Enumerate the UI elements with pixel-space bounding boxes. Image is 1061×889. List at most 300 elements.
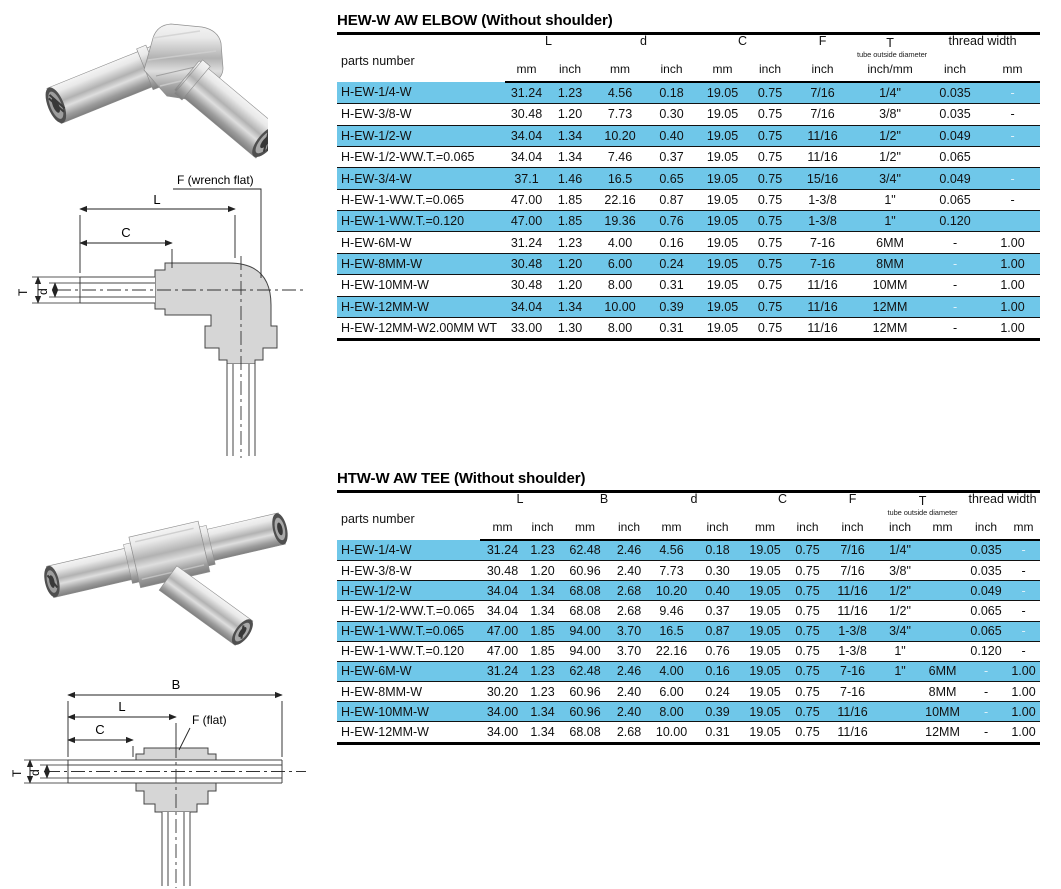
elbow-dim-F: F (wrench flat) bbox=[177, 173, 254, 187]
value-cell: 0.75 bbox=[790, 702, 825, 722]
value-cell: - bbox=[965, 682, 1007, 702]
value-cell: 0.18 bbox=[695, 540, 740, 561]
value-cell: 1-3/8 bbox=[825, 621, 880, 641]
part-number-cell: H-EW-1-WW.T.=0.120 bbox=[337, 211, 505, 232]
value-cell: 0.31 bbox=[705, 725, 730, 740]
value-cell: 0.65 bbox=[648, 168, 695, 189]
tee-dim-d: d bbox=[28, 769, 42, 776]
value-cell: 12MM bbox=[925, 725, 960, 740]
value-cell: 7-16 bbox=[825, 682, 880, 702]
value-cell: 62.48 bbox=[560, 661, 610, 681]
part-number-cell: H-EW-6M-W bbox=[337, 661, 480, 681]
value-cell: 7/16 bbox=[825, 540, 880, 561]
value-cell: 0.30 bbox=[648, 104, 695, 125]
value-cell: 1.20 bbox=[548, 104, 592, 125]
value-cell: - bbox=[1007, 581, 1040, 601]
value-cell: 11/16 bbox=[825, 702, 880, 722]
value-cell: 10MM bbox=[920, 702, 965, 722]
value-cell: 1.00 bbox=[1007, 661, 1040, 681]
unit-cell: mm bbox=[920, 520, 965, 540]
tee-dim-B: B bbox=[171, 677, 181, 692]
value-cell: 30.20 bbox=[480, 682, 525, 702]
value-cell: - bbox=[925, 232, 985, 253]
value-cell: 0.035 bbox=[965, 540, 1007, 561]
tee-photo bbox=[42, 482, 300, 660]
value-cell: 11/16 bbox=[837, 725, 868, 740]
part-number-cell: H-EW-1-WW.T.=0.065 bbox=[337, 621, 480, 641]
value-cell: - bbox=[1007, 540, 1040, 561]
header-row bbox=[337, 34, 1040, 62]
value-cell: 19.05 bbox=[695, 82, 750, 104]
value-cell: 1-3/8 bbox=[790, 189, 855, 210]
elbow-drawing bbox=[5, 168, 323, 458]
col-d: d bbox=[640, 34, 647, 48]
table-row bbox=[337, 682, 1040, 702]
value-cell: 0.035 bbox=[925, 104, 985, 125]
part-number-cell: H-EW-1/2-W bbox=[337, 581, 480, 601]
header-row bbox=[337, 492, 1040, 520]
part-number-cell: H-EW-8MM-W bbox=[337, 253, 505, 274]
value-cell: 2.68 bbox=[610, 601, 648, 621]
unit-cell: inch bbox=[880, 520, 920, 540]
value-cell: 19.05 bbox=[740, 540, 790, 561]
value-cell: 3/4" bbox=[855, 168, 925, 189]
tee-dim-C: C bbox=[95, 722, 105, 737]
value-cell: - bbox=[1007, 560, 1040, 580]
col-T bbox=[855, 34, 928, 62]
part-number-cell: H-EW-1/2-WW.T.=0.065 bbox=[337, 601, 480, 621]
value-cell: 0.24 bbox=[695, 682, 740, 702]
value-cell: 3/4" bbox=[880, 621, 920, 641]
value-cell: 0.75 bbox=[795, 725, 820, 740]
value-cell: 1.00 bbox=[985, 253, 1040, 274]
value-cell: 11/16 bbox=[790, 146, 855, 167]
part-number-cell: H-EW-1/2-W bbox=[337, 125, 505, 146]
value-cell: 19.05 bbox=[740, 581, 790, 601]
col-thread-width: thread width bbox=[948, 34, 1017, 48]
col-parts-number: parts number bbox=[341, 54, 415, 68]
elbow-table-title: HEW-W AW ELBOW (Without shoulder) bbox=[337, 12, 613, 29]
value-cell: 2.40 bbox=[610, 560, 648, 580]
value-cell: 1" bbox=[855, 211, 925, 232]
value-cell: 47.00 bbox=[505, 189, 548, 210]
value-cell: 19.05 bbox=[740, 702, 790, 722]
value-cell: 0.065 bbox=[925, 146, 985, 167]
value-cell: 6MM bbox=[920, 661, 965, 681]
unit-cell: mm bbox=[985, 62, 1040, 82]
value-cell: 7.73 bbox=[648, 560, 695, 580]
value-cell: 34.04 bbox=[480, 581, 525, 601]
unit-cell: mm bbox=[648, 520, 695, 540]
part-number-cell: H-EW-1/2-WW.T.=0.065 bbox=[337, 146, 505, 167]
part-number-cell: H-EW-10MM-W bbox=[337, 702, 480, 722]
col-L: L bbox=[545, 34, 552, 48]
unit-cell: mm bbox=[695, 62, 750, 82]
part-number-cell: H-EW-3/4-W bbox=[337, 168, 505, 189]
value-cell: 7-16 bbox=[790, 232, 855, 253]
value-cell: - bbox=[985, 125, 1040, 146]
value-cell: 19.05 bbox=[740, 601, 790, 621]
value-cell: 8.00 bbox=[592, 275, 648, 296]
value-cell: 1/4" bbox=[855, 82, 925, 104]
value-cell: 4.56 bbox=[648, 540, 695, 561]
value-cell: 10.00 bbox=[592, 296, 648, 317]
elbow-photo bbox=[40, 16, 268, 160]
table-row bbox=[337, 641, 1040, 661]
value-cell: 1.00 bbox=[985, 296, 1040, 317]
value-cell: 47.00 bbox=[480, 621, 525, 641]
value-cell: 0.75 bbox=[790, 601, 825, 621]
value-cell: 1.00 bbox=[1007, 702, 1040, 722]
table-row bbox=[337, 296, 1040, 317]
value-cell bbox=[880, 722, 920, 743]
tee-drawing bbox=[0, 660, 330, 889]
value-cell: 1.20 bbox=[525, 560, 560, 580]
value-cell: 0.30 bbox=[695, 560, 740, 580]
value-cell: 0.75 bbox=[790, 641, 825, 661]
value-cell: 0.75 bbox=[790, 682, 825, 702]
unit-cell: inch bbox=[790, 520, 825, 540]
value-cell: 7-16 bbox=[825, 661, 880, 681]
value-cell: 1.00 bbox=[985, 232, 1040, 253]
value-cell: 1-3/8 bbox=[825, 641, 880, 661]
value-cell: 19.05 bbox=[695, 275, 750, 296]
part-number-cell: H-EW-3/8-W bbox=[337, 560, 480, 580]
unit-cell: mm bbox=[1007, 520, 1040, 540]
value-cell: 19.36 bbox=[592, 211, 648, 232]
unit-cell: inch bbox=[825, 520, 880, 540]
value-cell: 0.75 bbox=[750, 253, 790, 274]
value-cell: 7.73 bbox=[592, 104, 648, 125]
value-cell: 0.87 bbox=[648, 189, 695, 210]
value-cell: 34.00 bbox=[480, 702, 525, 722]
unit-cell: inch bbox=[648, 62, 695, 82]
value-cell bbox=[920, 581, 965, 601]
value-cell: - bbox=[985, 82, 1040, 104]
part-number-cell: H-EW-10MM-W bbox=[337, 275, 505, 296]
part-number-cell: H-EW-1/4-W bbox=[337, 540, 480, 561]
col-T-note: tube outside diameter bbox=[887, 507, 958, 517]
tee-table bbox=[337, 490, 1040, 745]
table-row bbox=[337, 189, 1040, 210]
value-cell: - bbox=[1007, 601, 1040, 621]
value-cell: 47.00 bbox=[505, 211, 548, 232]
unit-cell: inch bbox=[548, 62, 592, 82]
unit-cell: inch bbox=[925, 62, 985, 82]
elbow-section bbox=[337, 12, 1040, 341]
value-cell: 19.05 bbox=[695, 125, 750, 146]
value-cell: - bbox=[965, 661, 1007, 681]
value-cell: 30.48 bbox=[505, 253, 548, 274]
value-cell: - bbox=[925, 275, 985, 296]
value-cell: 19.05 bbox=[695, 189, 750, 210]
value-cell bbox=[920, 601, 965, 621]
tee-dim-L: L bbox=[118, 699, 126, 714]
value-cell: 10.20 bbox=[648, 581, 695, 601]
value-cell: 0.75 bbox=[790, 560, 825, 580]
value-cell: 19.05 bbox=[740, 661, 790, 681]
value-cell: 10.00 bbox=[655, 725, 688, 740]
value-cell: 1-3/8 bbox=[790, 211, 855, 232]
value-cell: 2.40 bbox=[610, 682, 648, 702]
value-cell: 7/16 bbox=[825, 560, 880, 580]
unit-cell: inch bbox=[525, 520, 560, 540]
tee-dim-T: T bbox=[10, 769, 24, 777]
value-cell: 1.46 bbox=[548, 168, 592, 189]
value-cell: - bbox=[925, 253, 985, 274]
value-cell: 34.00 bbox=[486, 725, 519, 740]
value-cell: 0.75 bbox=[790, 581, 825, 601]
value-cell: 68.08 bbox=[560, 601, 610, 621]
value-cell: 4.00 bbox=[592, 232, 648, 253]
value-cell: - bbox=[1007, 641, 1040, 661]
value-cell: - bbox=[983, 725, 989, 740]
value-cell: 68.08 bbox=[569, 725, 601, 740]
value-cell: 31.24 bbox=[505, 82, 548, 104]
value-cell: 19.05 bbox=[695, 211, 750, 232]
value-cell: 33.00 bbox=[510, 321, 543, 336]
col-L: L bbox=[516, 492, 524, 506]
value-cell: 0.049 bbox=[925, 125, 985, 146]
elbow-dim-C: C bbox=[121, 225, 131, 240]
value-cell: 11/16 bbox=[790, 125, 855, 146]
value-cell: 0.75 bbox=[750, 104, 790, 125]
col-parts-number: parts number bbox=[341, 512, 415, 526]
value-cell bbox=[920, 641, 965, 661]
unit-cell: mm bbox=[505, 62, 548, 82]
value-cell: 19.05 bbox=[740, 682, 790, 702]
tee-section bbox=[337, 470, 1040, 745]
value-cell: 0.120 bbox=[965, 641, 1007, 661]
col-T-label: T bbox=[918, 493, 927, 508]
table-row bbox=[337, 601, 1040, 621]
value-cell: 60.96 bbox=[560, 560, 610, 580]
table-row bbox=[337, 540, 1040, 561]
table-row bbox=[337, 125, 1040, 146]
part-number-cell: H-EW-1-WW.T.=0.120 bbox=[337, 641, 480, 661]
value-cell: 0.75 bbox=[790, 540, 825, 561]
value-cell: 1.85 bbox=[548, 211, 592, 232]
unit-cell: mm bbox=[560, 520, 610, 540]
value-cell: 0.049 bbox=[965, 581, 1007, 601]
value-cell: 3.70 bbox=[610, 641, 648, 661]
value-cell: 31.24 bbox=[480, 540, 525, 561]
table-row bbox=[337, 560, 1040, 580]
value-cell: 6.00 bbox=[592, 253, 648, 274]
value-cell: 1.30 bbox=[557, 321, 583, 336]
value-cell: - bbox=[985, 168, 1040, 189]
value-cell bbox=[985, 211, 1040, 232]
value-cell: 0.76 bbox=[648, 211, 695, 232]
value-cell: 34.04 bbox=[505, 296, 548, 317]
value-cell: 1.85 bbox=[548, 189, 592, 210]
value-cell: 0.39 bbox=[695, 702, 740, 722]
value-cell: 1/2" bbox=[855, 125, 925, 146]
value-cell: 1.00 bbox=[1007, 682, 1040, 702]
value-cell: 7-16 bbox=[790, 253, 855, 274]
value-cell: - bbox=[985, 189, 1040, 210]
value-cell: 1.23 bbox=[525, 540, 560, 561]
value-cell: - bbox=[1007, 621, 1040, 641]
value-cell: 0.75 bbox=[750, 168, 790, 189]
value-cell: 3.70 bbox=[610, 621, 648, 641]
col-B: B bbox=[599, 492, 609, 506]
value-cell: 11/16 bbox=[825, 601, 880, 621]
value-cell: 1.23 bbox=[525, 661, 560, 681]
value-cell: 0.87 bbox=[695, 621, 740, 641]
value-cell: 30.48 bbox=[505, 275, 548, 296]
unit-cell: inch/mm bbox=[855, 62, 925, 82]
table-row bbox=[337, 146, 1040, 167]
value-cell: 1" bbox=[880, 661, 920, 681]
value-cell: 0.75 bbox=[750, 275, 790, 296]
part-number-cell: H-EW-1/4-W bbox=[337, 82, 505, 104]
col-F: F bbox=[848, 492, 857, 506]
col-T-note: tube outside diameter bbox=[857, 49, 928, 59]
value-cell: 16.5 bbox=[592, 168, 648, 189]
unit-cell: inch bbox=[750, 62, 790, 82]
value-cell: 0.37 bbox=[695, 601, 740, 621]
table-row bbox=[337, 581, 1040, 601]
value-cell: 22.16 bbox=[592, 189, 648, 210]
value-cell: 0.035 bbox=[965, 560, 1007, 580]
value-cell: 31.24 bbox=[480, 661, 525, 681]
value-cell: 0.75 bbox=[750, 125, 790, 146]
value-cell: 2.68 bbox=[610, 581, 648, 601]
value-cell: 19.05 bbox=[749, 725, 781, 740]
col-F: F bbox=[818, 34, 827, 48]
value-cell: 31.24 bbox=[505, 232, 548, 253]
value-cell: 1.20 bbox=[548, 275, 592, 296]
table-row bbox=[337, 275, 1040, 296]
value-cell: 0.75 bbox=[750, 232, 790, 253]
col-thread-width: thread width bbox=[968, 492, 1037, 506]
table-row bbox=[337, 702, 1040, 722]
value-cell: 94.00 bbox=[560, 621, 610, 641]
value-cell bbox=[880, 682, 920, 702]
value-cell: 19.05 bbox=[706, 321, 739, 336]
value-cell: 0.18 bbox=[648, 82, 695, 104]
value-cell: 2.68 bbox=[616, 725, 642, 740]
value-cell: 1.20 bbox=[548, 253, 592, 274]
value-cell: 1/2" bbox=[880, 581, 920, 601]
value-cell: 1.34 bbox=[548, 296, 592, 317]
unit-cell: inch bbox=[790, 62, 855, 82]
value-cell: 1.85 bbox=[525, 641, 560, 661]
unit-cell: mm bbox=[592, 62, 648, 82]
value-cell: 0.75 bbox=[750, 82, 790, 104]
value-cell: 12MM bbox=[872, 321, 908, 336]
value-cell: 1" bbox=[880, 641, 920, 661]
value-cell: 19.05 bbox=[740, 621, 790, 641]
unit-cell: inch bbox=[610, 520, 648, 540]
part-number-cell: H-EW-12MM-W2.00MM WT bbox=[341, 321, 498, 336]
value-cell: 3/8" bbox=[855, 104, 925, 125]
table-row bbox=[337, 722, 1040, 743]
value-cell: 0.035 bbox=[925, 82, 985, 104]
table-row bbox=[337, 318, 1040, 340]
value-cell: 19.05 bbox=[740, 641, 790, 661]
value-cell: 8MM bbox=[920, 682, 965, 702]
value-cell: 3/8" bbox=[880, 560, 920, 580]
value-cell: 0.120 bbox=[925, 211, 985, 232]
value-cell: 0.40 bbox=[648, 125, 695, 146]
value-cell: 0.31 bbox=[648, 275, 695, 296]
value-cell: 1.00 bbox=[985, 275, 1040, 296]
value-cell: 2.46 bbox=[610, 661, 648, 681]
table-row bbox=[337, 82, 1040, 104]
value-cell: 30.48 bbox=[505, 104, 548, 125]
value-cell: 7/16 bbox=[790, 104, 855, 125]
value-cell: 94.00 bbox=[560, 641, 610, 661]
col-C: C bbox=[738, 34, 748, 48]
table-row bbox=[337, 621, 1040, 641]
value-cell: 0.39 bbox=[648, 296, 695, 317]
value-cell: 11/16 bbox=[790, 296, 855, 317]
value-cell: 2.46 bbox=[610, 540, 648, 561]
col-C: C bbox=[778, 492, 788, 506]
value-cell: 11/16 bbox=[790, 275, 855, 296]
value-cell bbox=[920, 621, 965, 641]
value-cell: 1.34 bbox=[548, 146, 592, 167]
value-cell: 8MM bbox=[855, 253, 925, 274]
tee-table-title: HTW-W AW TEE (Without shoulder) bbox=[337, 470, 586, 487]
value-cell: 16.5 bbox=[648, 621, 695, 641]
value-cell bbox=[920, 540, 965, 561]
value-cell: - bbox=[965, 702, 1007, 722]
value-cell: 0.76 bbox=[695, 641, 740, 661]
value-cell: 1.34 bbox=[525, 601, 560, 621]
value-cell: 1.23 bbox=[548, 82, 592, 104]
part-number-cell: H-EW-1-WW.T.=0.065 bbox=[337, 189, 505, 210]
value-cell: 34.04 bbox=[480, 601, 525, 621]
value-cell: 1/2" bbox=[880, 601, 920, 621]
value-cell: 0.049 bbox=[925, 168, 985, 189]
value-cell bbox=[880, 702, 920, 722]
value-cell: 0.065 bbox=[965, 601, 1007, 621]
part-number-cell: H-EW-12MM-W bbox=[341, 725, 429, 740]
value-cell: 10.20 bbox=[592, 125, 648, 146]
unit-cell: inch bbox=[695, 520, 740, 540]
value-cell: 68.08 bbox=[560, 581, 610, 601]
value-cell: 19.05 bbox=[740, 560, 790, 580]
value-cell: 1.34 bbox=[530, 725, 555, 740]
value-cell: 30.48 bbox=[480, 560, 525, 580]
value-cell: 12MM bbox=[855, 296, 925, 317]
value-cell: 0.16 bbox=[695, 661, 740, 681]
tee-dim-F: F (flat) bbox=[192, 713, 227, 727]
value-cell: 1.85 bbox=[525, 621, 560, 641]
elbow-dim-d: d bbox=[36, 288, 50, 295]
value-cell: 34.04 bbox=[505, 146, 548, 167]
value-cell: 1.34 bbox=[525, 581, 560, 601]
value-cell: 0.75 bbox=[790, 661, 825, 681]
col-d: d bbox=[690, 492, 698, 506]
value-cell: - bbox=[925, 296, 985, 317]
value-cell: 15/16 bbox=[790, 168, 855, 189]
value-cell: 19.05 bbox=[695, 168, 750, 189]
value-cell: - bbox=[985, 104, 1040, 125]
value-cell: 0.75 bbox=[790, 621, 825, 641]
unit-cell: inch bbox=[965, 520, 1007, 540]
value-cell: 0.065 bbox=[925, 189, 985, 210]
value-cell: 1.00 bbox=[1000, 321, 1025, 336]
value-cell: - bbox=[952, 321, 958, 336]
value-cell: 4.56 bbox=[592, 82, 648, 104]
value-cell: 19.05 bbox=[695, 296, 750, 317]
value-cell: 0.16 bbox=[648, 232, 695, 253]
col-T bbox=[880, 492, 965, 520]
